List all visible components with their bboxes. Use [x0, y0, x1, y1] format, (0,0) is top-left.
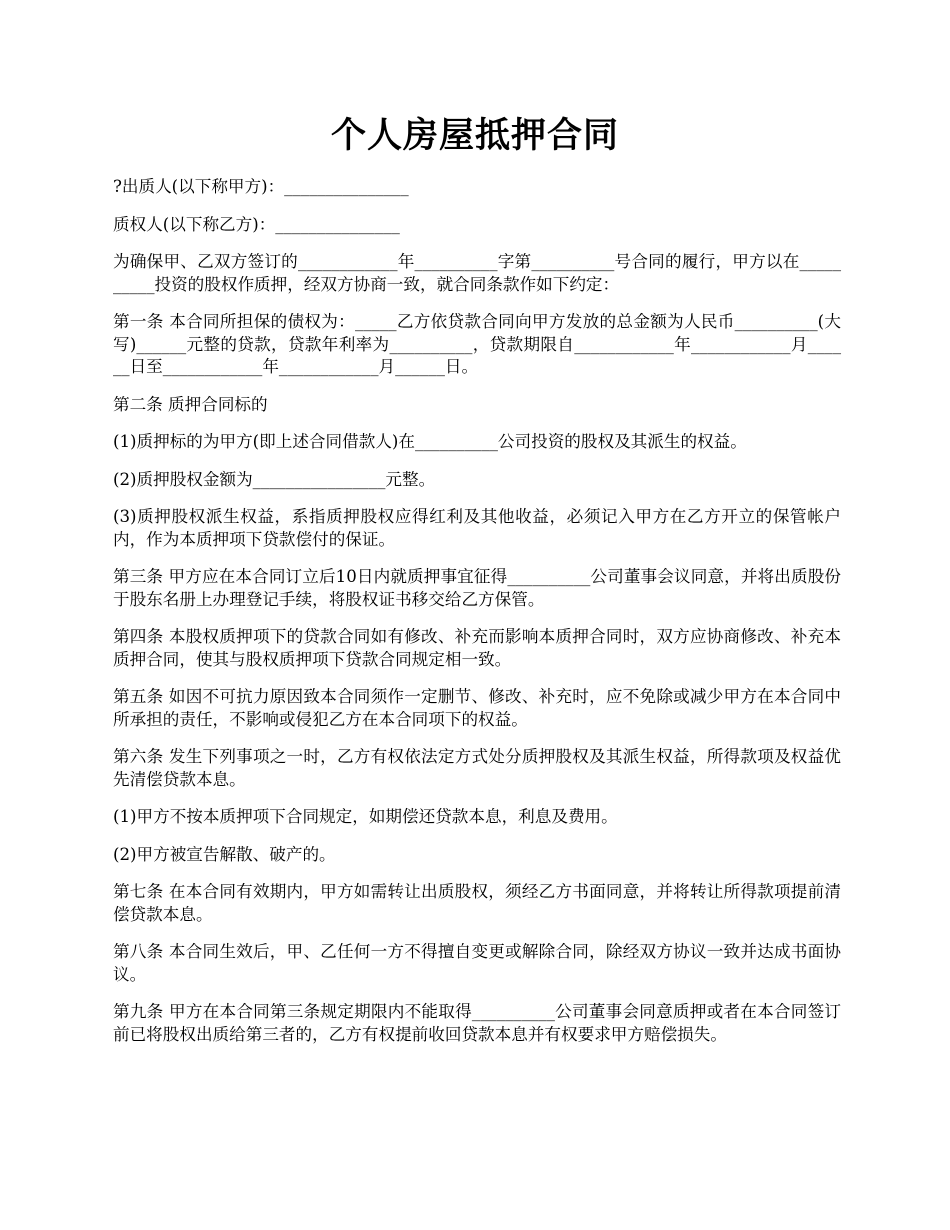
article-2-heading: 第二条 质押合同标的	[113, 394, 268, 414]
document-title: 个人房屋抵押合同	[330, 116, 619, 156]
article-6: 第六条 发生下列事项之一时，乙方有权依法定方式处分质押股权及其派生权益，所得款项及权益优先清偿贷款本息。	[113, 747, 841, 789]
article-7: 第七条 在本合同有效期内，甲方如需转让出质股权，须经乙方书面同意，并将转让所得款项提前清偿贷款本息。	[113, 882, 841, 924]
pledgee-line: 质权人(以下称乙方)：_______________	[113, 214, 400, 234]
pledgor-line: ?出质人(以下称甲方)：_______________	[113, 177, 409, 196]
article-8: 第八条 本合同生效后，甲、乙任何一方不得擅自变更或解除合同，除经双方协议一致并达成书面协议。	[113, 942, 841, 984]
article-6-item-1: (1)甲方不按本质押项下合同规定，如期偿还贷款本息，利息及费用。	[113, 807, 618, 826]
article-4: 第四条 本股权质押项下的贷款合同如有修改、补充而影响本质押合同时，双方应协商修改、补充本质押合同，使其与股权质押项下贷款合同规定相一致。	[113, 627, 841, 669]
article-2-item-1: (1)质押标的为甲方(即上述合同借款人)在__________公司投资的股权及其派生的权益。	[113, 432, 747, 451]
document-body	[113, 176, 841, 1061]
article-5: 第五条 如因不可抗力原因致本合同须作一定删节、修改、补充时，应不免除或减少甲方在本合同中所承担的责任，不影响或侵犯乙方在本合同项下的权益。	[113, 687, 841, 729]
article-6-item-2: (2)甲方被宣告解散、破产的。	[113, 844, 336, 864]
article-1: 第一条 本合同所担保的债权为：_____乙方依贷款合同向甲方发放的总金额为人民币__________(大写)______元整的贷款，贷款年利率为__________，贷款期限自____________年____________月______日至____________年____________月______日。	[113, 312, 841, 376]
preamble-paragraph: 为确保甲、乙双方签订的____________年__________字第__________号合同的履行，甲方以在__________投资的股权作质押，经双方协商一致，就合同条款作如下约定：	[113, 252, 841, 294]
article-2-item-3: (3)质押股权派生权益，系指质押股权应得红利及其他收益，必须记入甲方在乙方开立的保管帐户内，作为本质押项下贷款偿付的保证。	[113, 507, 841, 549]
article-3: 第三条 甲方应在本合同订立后10日内就质押事宜征得__________公司董事会议同意，并将出质股份于股东名册上办理登记手续，将股权证书移交给乙方保管。	[113, 567, 841, 609]
article-9: 第九条 甲方在本合同第三条规定期限内不能取得__________公司董事会同意质押或者在本合同签订前已将股权出质给第三者的，乙方有权提前收回贷款本息并有权要求甲方赔偿损失。	[113, 1002, 841, 1044]
article-2-item-2: (2)质押股权金额为________________元整。	[113, 469, 436, 489]
